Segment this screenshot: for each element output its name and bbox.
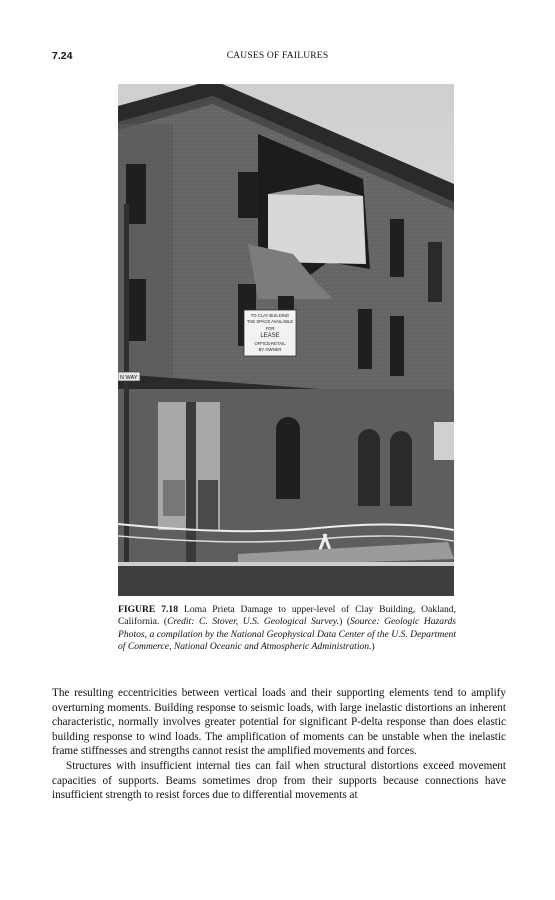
sign-line: OFFICE-RETAIL	[254, 341, 286, 346]
caption-text: Loma Prieta Damage to upper-level of Clay Building, Oakland, California. (	[118, 604, 456, 628]
figure-photo	[118, 84, 454, 596]
street-sign: N WAY	[120, 375, 138, 381]
sign-line: BY OWNER	[258, 347, 282, 352]
caption-source: Source: Geologic Hazards Photos, a compilation by the National Geophysical Data Center of the U.S. Department of Commerce, National Oceanic and Atmospheric Administration.	[118, 616, 456, 652]
body-text	[52, 686, 506, 803]
running-title: CAUSES OF FAILURES	[226, 51, 329, 61]
figure-caption	[118, 604, 456, 653]
figure-label: FIGURE 7.18	[118, 604, 179, 615]
sign-line: FOR	[265, 326, 275, 331]
paragraph: Structures with insufficient internal ties can fail when structural distortions exceed movement capacities of supports. Beams sometimes drop from their supports because connections have insufficient strength to resist forces due to differential movements at	[52, 759, 506, 802]
sign-line: LEASE	[260, 333, 280, 339]
caption-end: )	[371, 640, 375, 652]
sign-line: TO CLAY BUILDING	[250, 313, 290, 318]
damaged-building-photo	[118, 84, 454, 596]
caption-separator: ) (	[339, 616, 351, 628]
paragraph: The resulting eccentricities between vertical loads and their supporting elements tend to amplify overturning moments. Building response to seismic loads, with large inelastic distortions an inherent characteristic, normally involves greater potential for significant P-delta response than does elastic building response to wind loads. The amplification of moments can be unstable when the inelastic frame stiffnesses and strengths cannot resist the amplified movements and forces.	[52, 687, 506, 758]
page-number: 7.24	[52, 50, 73, 62]
sign-line: THE SPACE AVAILABLE	[246, 319, 294, 324]
caption-credit: Credit: C. Stover, U.S. Geological Survey.	[167, 616, 340, 628]
